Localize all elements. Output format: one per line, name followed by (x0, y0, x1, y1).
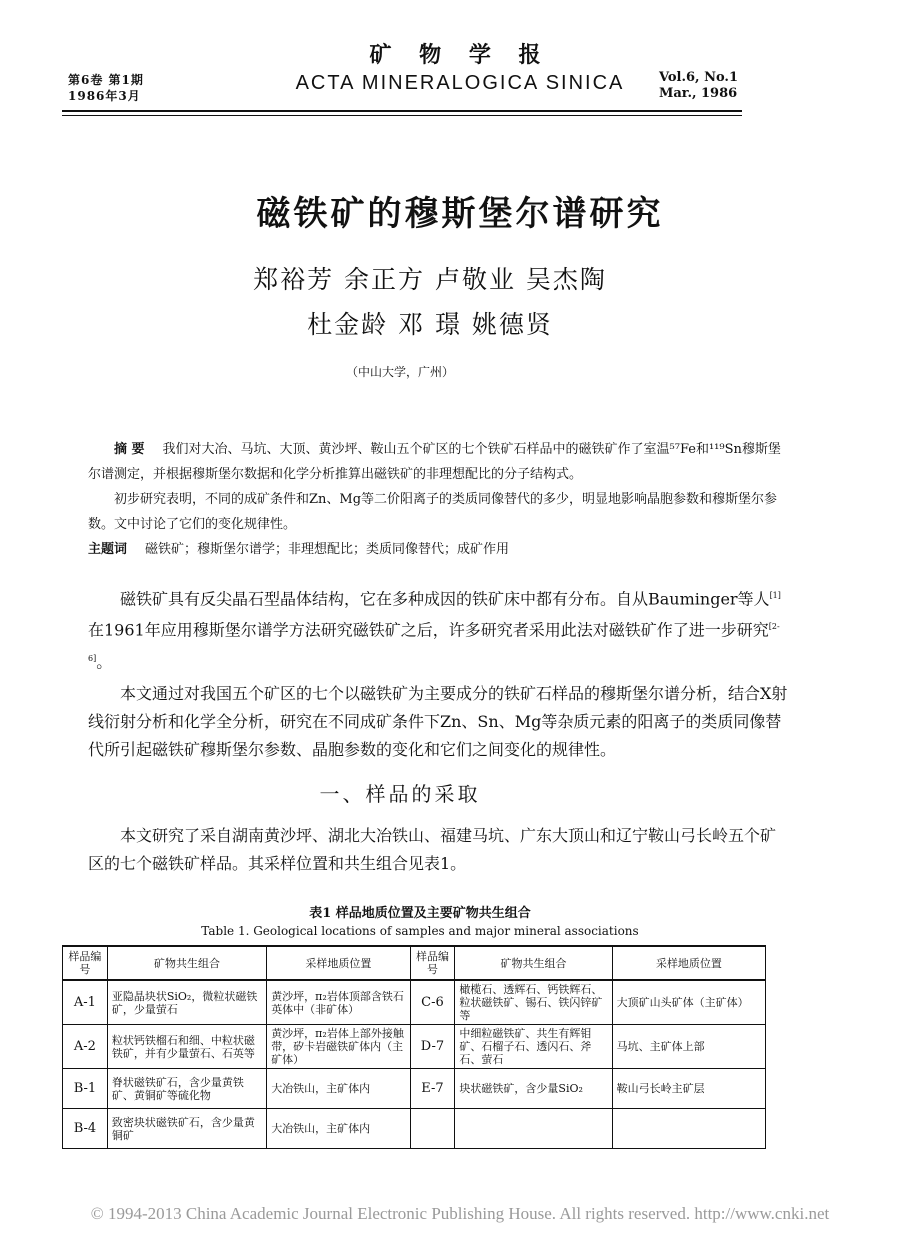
publication-date-en: Mar., 1986 (658, 86, 738, 101)
table-cell: 橄榄石、透辉石、钙铁辉石、粒状磁铁矿、锡石、铁闪锌矿等 (455, 980, 612, 1025)
table-cell: D-7 (410, 1025, 455, 1069)
table-header-cell: 矿物共生组合 (107, 946, 266, 980)
table-header-cell: 采样地质位置 (267, 946, 410, 980)
table-header-cell: 采样地质位置 (612, 946, 765, 980)
abstract-para-2: 初步研究表明，不同的成矿条件和Zn、Mg等二价阳离子的类质同像替代的多少，明显地影响晶胞参数和穆斯堡尔参数。文中讨论了它们的变化规律性。 (88, 492, 778, 532)
citation-2-6[interactable]: [2-6] (88, 622, 780, 663)
journal-title-en: ACTA MINERALOGICA SINICA (295, 72, 625, 94)
body-para-2: 本文通过对我国五个矿区的七个以磁铁矿为主要成分的铁矿石样品的穆斯堡尔谱分析，结合X射线衍射分析和化学全分析，研究在不同成矿条件下Zn、Sn、Mg等杂质元素的阳离子的类质同像替代所引起磁铁矿穆斯堡尔参数、晶胞参数的变化和它们之间变化的规律性。 (88, 683, 788, 759)
table-cell: 中细粒磁铁矿、共生有辉钼矿、石榴子石、透闪石、斧石、萤石 (455, 1025, 612, 1069)
volume-issue-cn: 第6卷 第1期 (68, 73, 144, 87)
table-cell: A-2 (63, 1025, 108, 1069)
body-para-1 (88, 582, 788, 676)
volume-issue-en: Vol.6, No.1 (658, 70, 738, 85)
table-cell: 鞍山弓长岭主矿层 (612, 1069, 765, 1109)
body-para-3: 本文研究了采自湖南黄沙坪、湖北大冶铁山、福建马坑、广东大顶山和辽宁鞍山弓长岭五个矿区的七个磁铁矿样品。其采样位置和共生组合见表1。 (88, 826, 777, 873)
abstract (88, 437, 788, 562)
body-intro (88, 582, 788, 768)
table-cell (612, 1109, 765, 1149)
table-header-cell: 矿物共生组合 (455, 946, 612, 980)
samples-table (62, 945, 766, 1149)
authors-line-1: 郑裕芳 余正方 卢敬业 吴杰陶 (253, 265, 607, 294)
volume-info-cn (68, 72, 144, 104)
keywords-label: 主题词 (88, 542, 128, 557)
table-row (63, 1025, 766, 1069)
table-header-cell: 样品编号 (410, 946, 455, 980)
table-cell: 粒状钙铁榴石和细、中粒状磁铁矿，并有少量萤石、石英等 (107, 1025, 266, 1069)
body-para-1-a: 磁铁矿具有反尖晶石型晶体结构，它在多种成因的铁矿床中都有分布。自从Bauminger等人 (120, 589, 770, 609)
table-cell: C-6 (410, 980, 455, 1025)
abstract-label: 摘 要 (114, 442, 145, 457)
keywords-line (88, 537, 788, 562)
table-caption-cn: 表1 样品地质位置及主要矿物共生组合 (309, 906, 531, 921)
copyright-footer: © 1994-2013 China Academic Journal Electronic Publishing House. All rights reserved. http://www.cnki.net (90, 1204, 830, 1223)
abstract-text-1: 我们对大冶、马坑、大顶、黄沙坪、鞍山五个矿区的七个铁矿石样品中的磁铁矿作了室温⁵⁷Fe和¹¹⁹Sn穆斯堡尔谱测定，并根据穆斯堡尔数据和化学分析推算出磁铁矿的非理想配比的分子结构式。 (88, 442, 781, 482)
header-rule-thin (62, 115, 742, 116)
table-header-cell: 样品编号 (63, 946, 108, 980)
table-header-row (63, 946, 766, 980)
section-heading-1: 一、样品的采取 (319, 782, 481, 806)
table-row (63, 1109, 766, 1149)
keywords: 磁铁矿；穆斯堡尔谱学；非理想配比；类质同像替代；成矿作用 (145, 542, 510, 557)
table-cell: B-1 (63, 1069, 108, 1109)
volume-info-en (659, 70, 738, 102)
table-cell: 脊状磁铁矿石，含少量黄铁矿、黄铜矿等硫化物 (107, 1069, 266, 1109)
body-section-1 (88, 822, 788, 878)
citation-1[interactable]: [1] (769, 591, 781, 600)
table-cell: 块状磁铁矿，含少量SiO₂ (455, 1069, 612, 1109)
table-cell: 大冶铁山，主矿体内 (267, 1109, 410, 1149)
table-cell: 大冶铁山，主矿体内 (267, 1069, 410, 1109)
table-cell (410, 1109, 455, 1149)
table-caption-en: Table 1. Geological locations of samples and major mineral associations (201, 924, 639, 938)
affiliation: （中山大学，广州） (345, 365, 454, 379)
table-cell: 黄沙坪，π₂岩体顶部含铁石英体中（非矿体） (267, 980, 410, 1025)
table-cell: 黄沙坪，π₂岩体上部外接触带，矽卡岩磁铁矿体内（主矿体） (267, 1025, 410, 1069)
journal-title-cn: 矿 物 学 报 (369, 42, 551, 68)
table-cell: A-1 (63, 980, 108, 1025)
body-para-1-c: 。 (96, 651, 113, 671)
authors-line-2: 杜金龄 邓 璟 姚德贤 (307, 310, 553, 339)
table-cell: 马坑、主矿体上部 (612, 1025, 765, 1069)
table-cell: 致密块状磁铁矿石，含少量黄铜矿 (107, 1109, 266, 1149)
abstract-para-1 (88, 437, 788, 487)
table-cell (455, 1109, 612, 1149)
body-para-1-b: 在1961年应用穆斯堡尔谱学方法研究磁铁矿之后，许多研究者采用此法对磁铁矿作了进一步研究 (88, 620, 769, 640)
table-cell: E-7 (410, 1069, 455, 1109)
header-rule-thick (62, 110, 742, 112)
table-cell: 亚隐晶块状SiO₂，微粒状磁铁矿，少量萤石 (107, 980, 266, 1025)
table-cell: B-4 (63, 1109, 108, 1149)
table-row (63, 1069, 766, 1109)
table-row (63, 980, 766, 1025)
table-cell: 大顶矿山头矿体（主矿体） (612, 980, 765, 1025)
article-title: 磁铁矿的穆斯堡尔谱研究 (256, 194, 664, 234)
publication-date-cn: 1986年3月 (68, 89, 141, 103)
